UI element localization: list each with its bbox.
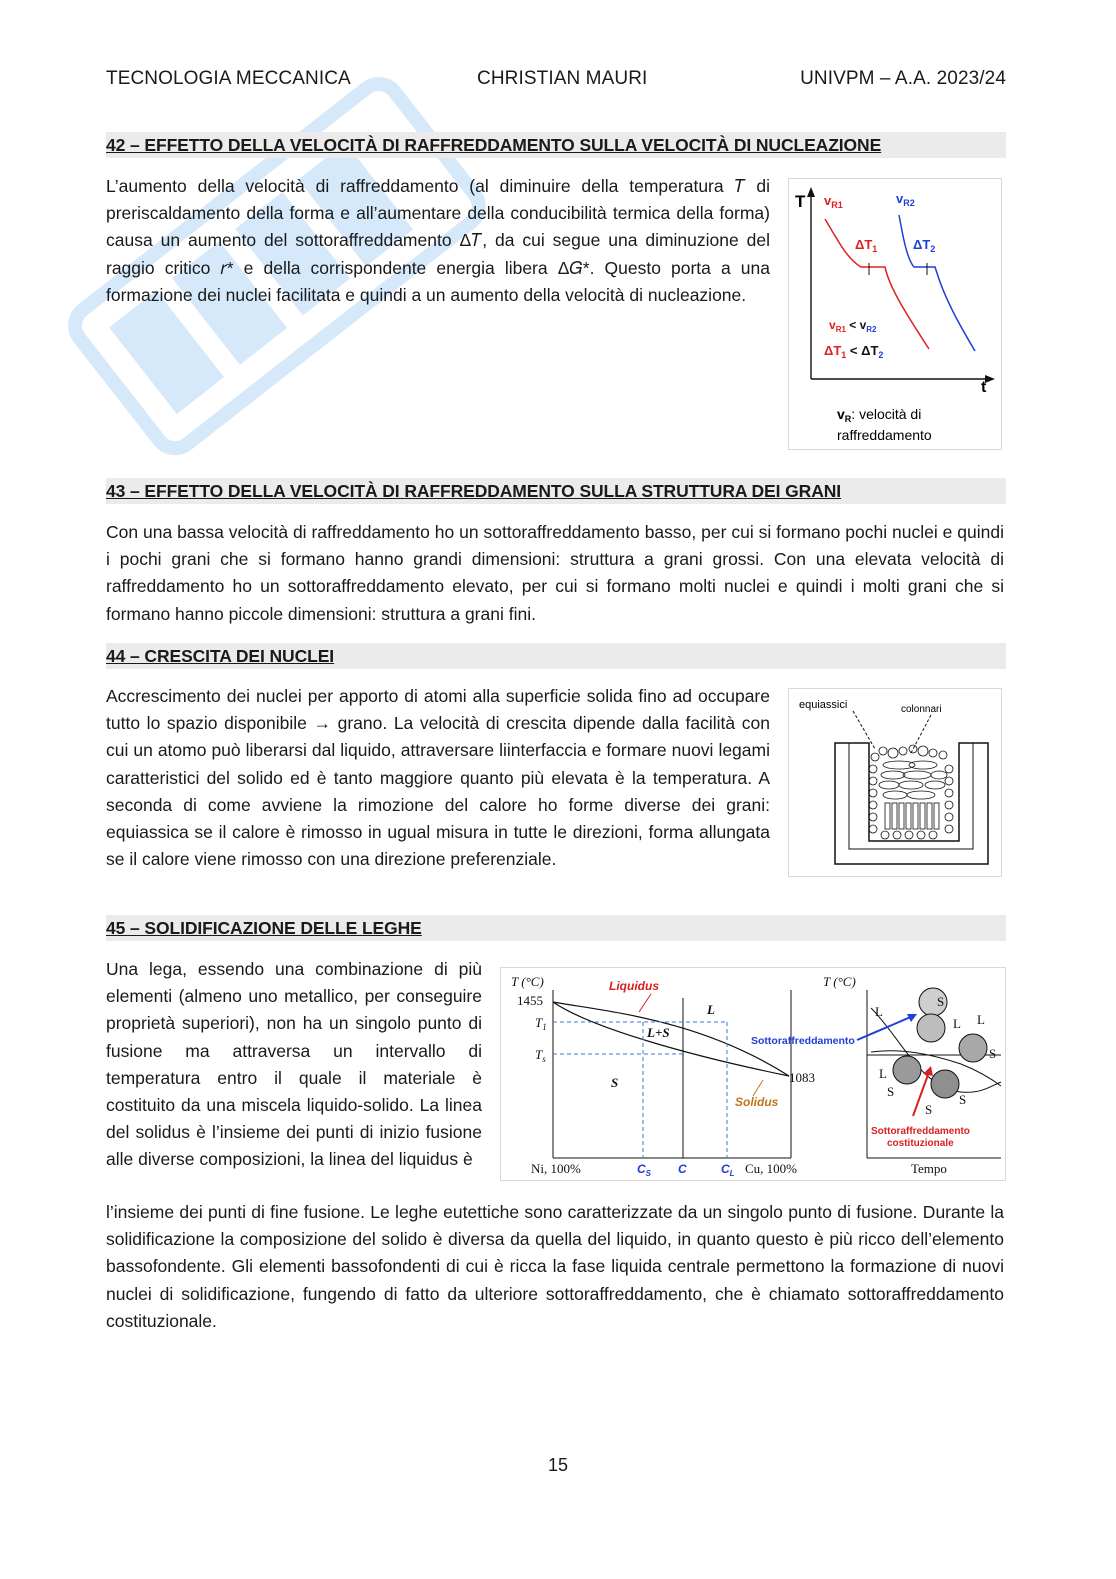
section-45-text-wide — [106, 1199, 1004, 1335]
page-number: 15 — [547, 1455, 569, 1475]
cooling-curves-figure — [788, 178, 1002, 450]
section-42-title: 42 – EFFETTO DELLA VELOCITÀ DI RAFFREDDAMENTO SULLA VELOCITÀ DI NUCLEAZIONE — [106, 135, 882, 155]
phase-mark-l-2: L — [953, 1016, 961, 1031]
constitutional-label-2: costituzionale — [887, 1138, 954, 1149]
temperature-label-left: T (°C) — [511, 974, 544, 989]
temp-1083-label: 1083 — [789, 1070, 815, 1085]
section-43-paragraph: Con una bassa velocità di raffreddamento ho un sottoraffreddamento basso, per cui si formano pochi nuclei e quindi i pochi grani che si formano hanno grandi dimensioni: struttura a grani grossi. Con una elevata velocità di raffreddamento ho un sottoraffreddamento elevato, per cui si formano molti nuclei e quindi i molti grani che si formano hanno piccole dimensioni: struttura a grani fini. — [106, 522, 1004, 624]
section-44-paragraph: Accrescimento dei nuclei per apporto di atomi alla superficie solida fino ad occupare tutto lo spazio disponibile → grano. La velocità di crescita dipende dalla facilità con cui un atomo può liberarsi dal liquido, attraversare liinterfaccia e formare nuovi legami caratteristici del solido ed è tanto maggiore quanto più elevata è la temperatura. A seconda di come avviene la rimozione del calore ho forme diverse dei grani: equiassica se il calore è rimosso in ugual misura in tutte le direzioni, forma allungata se il calore viene rimosso con una direzione preferenziale. — [106, 686, 770, 870]
phase-mark-s-2: S — [989, 1046, 997, 1061]
header-course: TECNOLOGIA MECCANICA — [106, 68, 351, 89]
section-44-text — [106, 683, 770, 873]
phase-mark-l-4: L — [879, 1066, 887, 1081]
phase-mark-l-1: L — [875, 1004, 883, 1019]
mold-inner — [849, 743, 973, 849]
liquidus-pointer — [639, 994, 651, 1012]
section-42-text — [106, 173, 770, 309]
ts-label: $T_s$ — [535, 1047, 546, 1064]
temperature-axis-label: T — [795, 192, 806, 211]
time-axis-arrow — [985, 375, 995, 383]
undercooling-label: Sottoraffreddamento — [751, 1035, 855, 1047]
cooling-curve-vr2 — [899, 215, 975, 351]
phase-mark-s-1: S — [937, 994, 945, 1009]
velocity-relation: $v_{R1} < v_{R2}$ — [829, 318, 877, 334]
header-year: UNIVPM – A.A. 2023/24 — [800, 68, 1006, 89]
undercooling-arrow — [857, 1016, 913, 1040]
vr1-label: $v_{R1}$ — [824, 193, 843, 210]
x-axis-c-label: C — [678, 1162, 687, 1176]
section-45-paragraph-narrow: Una lega, essendo una combinazione di più elementi (almeno uno metallico, per conseguire proprietà superiori), non ha un singolo punto di fusione ma attraversa un intervallo di temperatura entro il quale il materiale è costituito da una miscela liquido-solido. La linea del solidus è l’insieme dei punti di inizio fusione alle diverse composizioni, la linea del liquidus è — [106, 959, 482, 1170]
solid-region-label: S — [611, 1075, 619, 1090]
header-author: CHRISTIAN MAURI — [477, 68, 648, 89]
section-43-title: 43 – EFFETTO DELLA VELOCITÀ DI RAFFREDDAMENTO SULLA STRUTTURA DEI GRANI — [106, 481, 842, 501]
section-45-text-narrow — [106, 956, 482, 1174]
temp-1455-label: 1455 — [517, 993, 543, 1008]
columnar-pointer — [911, 715, 931, 753]
section-42-paragraph: L’aumento della velocità di raffreddamento (al diminuire della temperatura 𝑇 di preriscaldamento della forma e all’aumentare della conducibilità termica della forma) causa un aumento del sottoraffreddamento Δ𝑇, da cui segue una diminuzione del raggio critico 𝑟* e della corrispondente energia libera Δ𝐺*. Questo porta a una formazione dei nuclei facilitata e quindi a un aumento della velocità di nucleazione. — [106, 176, 770, 305]
grain-growth-figure — [788, 688, 1002, 877]
section-44-heading-bar — [106, 643, 1006, 669]
section-44-title: 44 – CRESCITA DEI NUCLEI — [106, 646, 335, 666]
section-43-text — [106, 519, 1004, 628]
mold-outline — [835, 743, 988, 864]
section-43-heading-bar — [106, 478, 1006, 504]
phase-mark-s-4: S — [925, 1102, 933, 1117]
section-45-paragraph-wide: l’insieme dei punti di fine fusione. Le leghe eutettiche sono caratterizzate da un singolo punto di fusione. Durante la solidificazione la composizione del solido è diversa da quella del liquido, in quanto questo è più ricco dell’elemento bassofondente. Gli elementi bassofondenti di cui è ricca la fase liquida centrale permettono la formazione di nuovi nuclei di solidificazione, fungendo di fatto da ulteriore sottoraffreddamento, che è chiamato sottoraffreddamento costituzionale. — [106, 1202, 1004, 1331]
t1-label: $T_1$ — [535, 1015, 547, 1032]
dt1-label: $\Delta T_1$ — [855, 237, 878, 254]
solidus-pointer — [753, 1080, 763, 1096]
constitutional-label-1: Sottoraffreddamento — [871, 1126, 970, 1137]
x-axis-ni-label: Ni, 100% — [531, 1161, 581, 1176]
temperature-axis-arrow — [807, 187, 815, 197]
time-axis-label: t — [981, 379, 987, 396]
constitutional-arrowhead — [923, 1066, 933, 1076]
x-axis-cs-label: $C_S$ — [637, 1162, 652, 1178]
liquid-region-label: L — [707, 1002, 715, 1017]
columnar-label: colonnari — [901, 704, 942, 715]
phase-mark-s-3: S — [887, 1084, 895, 1099]
alloy-solidification-figure — [500, 967, 1006, 1181]
section-42-heading-bar — [106, 132, 1006, 158]
columnar-grains — [879, 761, 947, 829]
grain-sphere-3 — [959, 1034, 987, 1062]
x-axis-cu-label: Cu, 100% — [745, 1161, 797, 1176]
equiaxed-label: equiassici — [799, 699, 848, 711]
section-45-title: 45 – SOLIDIFICAZIONE DELLE LEGHE — [106, 918, 422, 938]
solidus-label: Solidus — [735, 1095, 779, 1109]
section-45-heading-bar — [106, 915, 1006, 941]
liquidus-label: Liquidus — [609, 979, 659, 993]
phase-mark-l-3: L — [977, 1012, 985, 1027]
grain-sphere-2 — [917, 1014, 945, 1042]
time-axis-right-label: Tempo — [911, 1161, 947, 1176]
legend-line-2: raffreddamento — [837, 427, 932, 443]
temperature-label-right: T (°C) — [823, 974, 856, 989]
x-axis-cl-label: $C_L$ — [721, 1162, 735, 1178]
grain-sphere-5 — [931, 1070, 959, 1098]
two-phase-region-label: L+S — [647, 1025, 670, 1040]
vr2-label: $v_{R2}$ — [896, 191, 915, 208]
grain-sphere-4 — [893, 1056, 921, 1084]
undercooling-relation: $\Delta T_1 < \Delta T_2$ — [824, 343, 884, 360]
dt2-label: $\Delta T_2$ — [913, 237, 936, 254]
legend-line-1: $v_R$: velocità di — [837, 406, 922, 424]
phase-mark-s-5: S — [959, 1092, 967, 1107]
